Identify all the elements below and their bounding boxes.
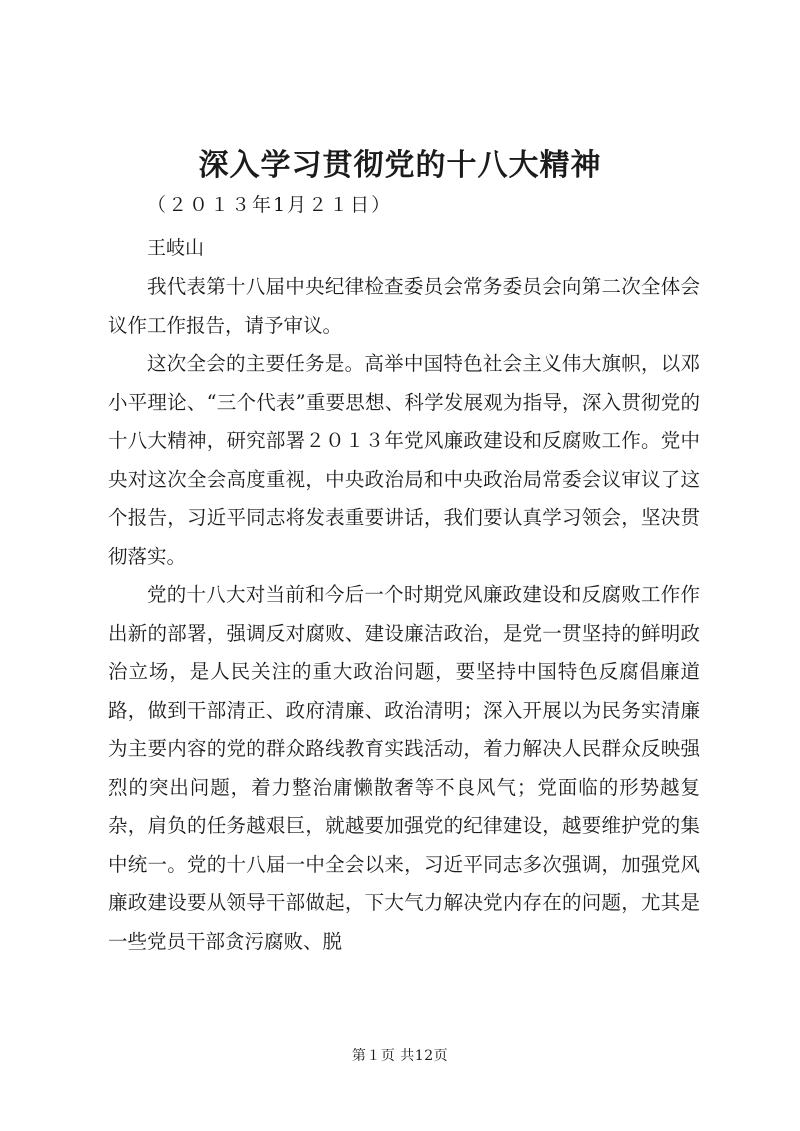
document-date: （２０１３年1月２１日） <box>147 194 393 216</box>
document-body <box>108 268 700 961</box>
document-author: 王岐山 <box>147 237 205 259</box>
paragraph: 党的十八大对当前和今后一个时期党风廉政建设和反腐败工作作出新的部署，强调反对腐败、建设廉洁政治，是党一贯坚持的鲜明政治立场，是人民关注的重大政治问题，要坚持中国特色反腐倡廉道路，做到干部清正、政府清廉、政治清明；深入开展以为民务实清廉为主要内容的党的群众路线教育实践活动，着力解决人民群众反映强烈的突出问题，着力整治庸懒散奢等不良风气；党面临的形势越复杂，肩负的任务越艰巨，就越要加强党的纪律建设，越要维护党的集中统一。党的十八届一中全会以来，习近平同志多次强调，加强党风廉政建设要从领导干部做起，下大气力解决党内存在的问题，尤其是一些党员干部贪污腐败、脱 <box>108 583 700 953</box>
paragraph: 这次全会的主要任务是。高举中国特色社会主义伟大旗帜，以邓小平理论、“三个代表”重要思想、科学发展观为指导，深入贯彻党的十八大精神，研究部署２０１３年党风廉政建设和反腐败工作。党中央对这次全会高度重视，中央政治局和中央政治局常委会议审议了这个报告，习近平同志将发表重要讲话，我们要认真学习领会，坚决贯彻落实。 <box>108 352 700 568</box>
page-indicator: 第１页 共12页 <box>351 1048 449 1064</box>
paragraph: 我代表第十八届中央纪律检查委员会常务委员会向第二次全体会议作工作报告，请予审议。 <box>108 275 700 337</box>
document-title: 深入学习贯彻党的十八大精神 <box>198 148 602 183</box>
